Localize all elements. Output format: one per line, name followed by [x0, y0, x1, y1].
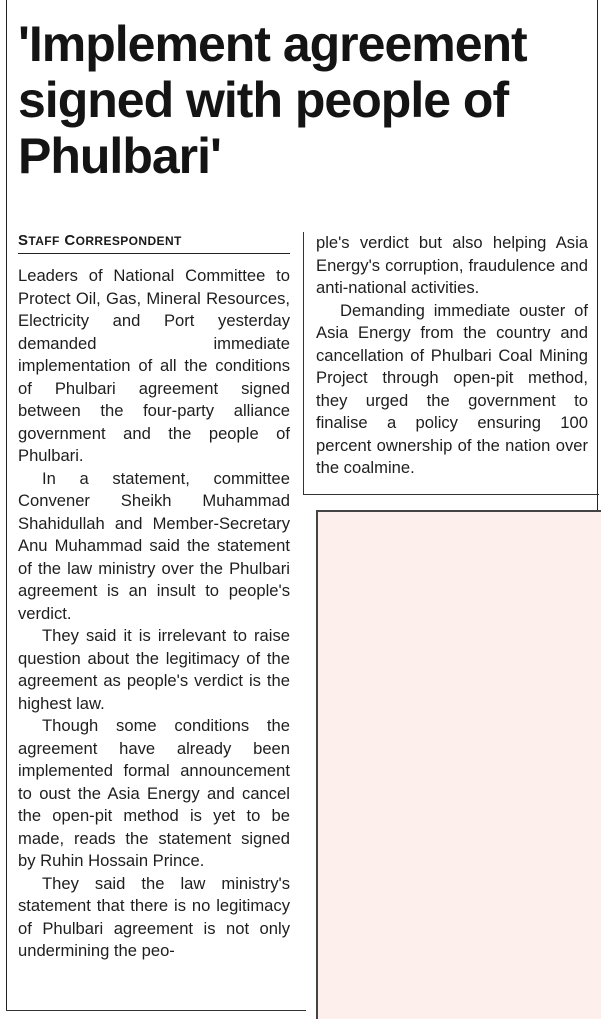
- byline-initial-c: C: [64, 232, 76, 249]
- paragraph-3: They said it is irrelevant to raise question about the legitimacy of the agreement as people's verdict is the highest law.: [18, 626, 290, 713]
- paragraph-4: Though some conditions the agreement have already been implemented formal announcement to oust the Asia Energy and cancel the open-pit method is yet to be made, reads the statement signed by Ruhin Hossain Prince.: [18, 716, 290, 870]
- byline-rest-orrespondent: ORRESPONDENT: [75, 234, 182, 248]
- column-divider: [303, 232, 304, 495]
- byline-rest-taff: TAFF: [28, 234, 60, 248]
- bottom-rule: [6, 1010, 306, 1011]
- section-rule: [303, 494, 599, 495]
- paragraph-5: They said the law ministry's statement that there is no legitimacy of Phulbari agreement is not only undermining the peo-: [18, 873, 290, 960]
- right-column: [316, 232, 588, 480]
- paragraph-7: Demanding immediate ouster of Asia Energy from the country and cancellation of Phulbari Coal Mining Project through open-pit method, they urged the government to finalise a policy ensuring 100 percent ownership of the nation over the coalmine.: [316, 300, 588, 477]
- paragraph-1: Leaders of National Committee to Protect Oil, Gas, Mineral Resources, Electricity and Port yesterday demanded immediate implementation of all the conditions of Phulbari agreement signed between the four-party alliance government and the people of Phulbari.: [18, 266, 290, 465]
- byline: [18, 232, 290, 254]
- headline: 'Implement agreement signed with people of Phulbari': [18, 16, 527, 184]
- paragraph-2: In a statement, committee Convener Sheikh Muhammad Shahidullah and Member-Secretary Anu Muhammad said the statement of the law ministry over the Phulbari agreement is an insult to people's verdict.: [18, 468, 290, 623]
- advertisement-area: [316, 510, 601, 1019]
- left-column: [18, 265, 290, 963]
- paragraph-6: ple's verdict but also helping Asia Energy's corruption, fraudulence and anti-national activities.: [316, 233, 588, 297]
- byline-initial-s: S: [18, 232, 29, 249]
